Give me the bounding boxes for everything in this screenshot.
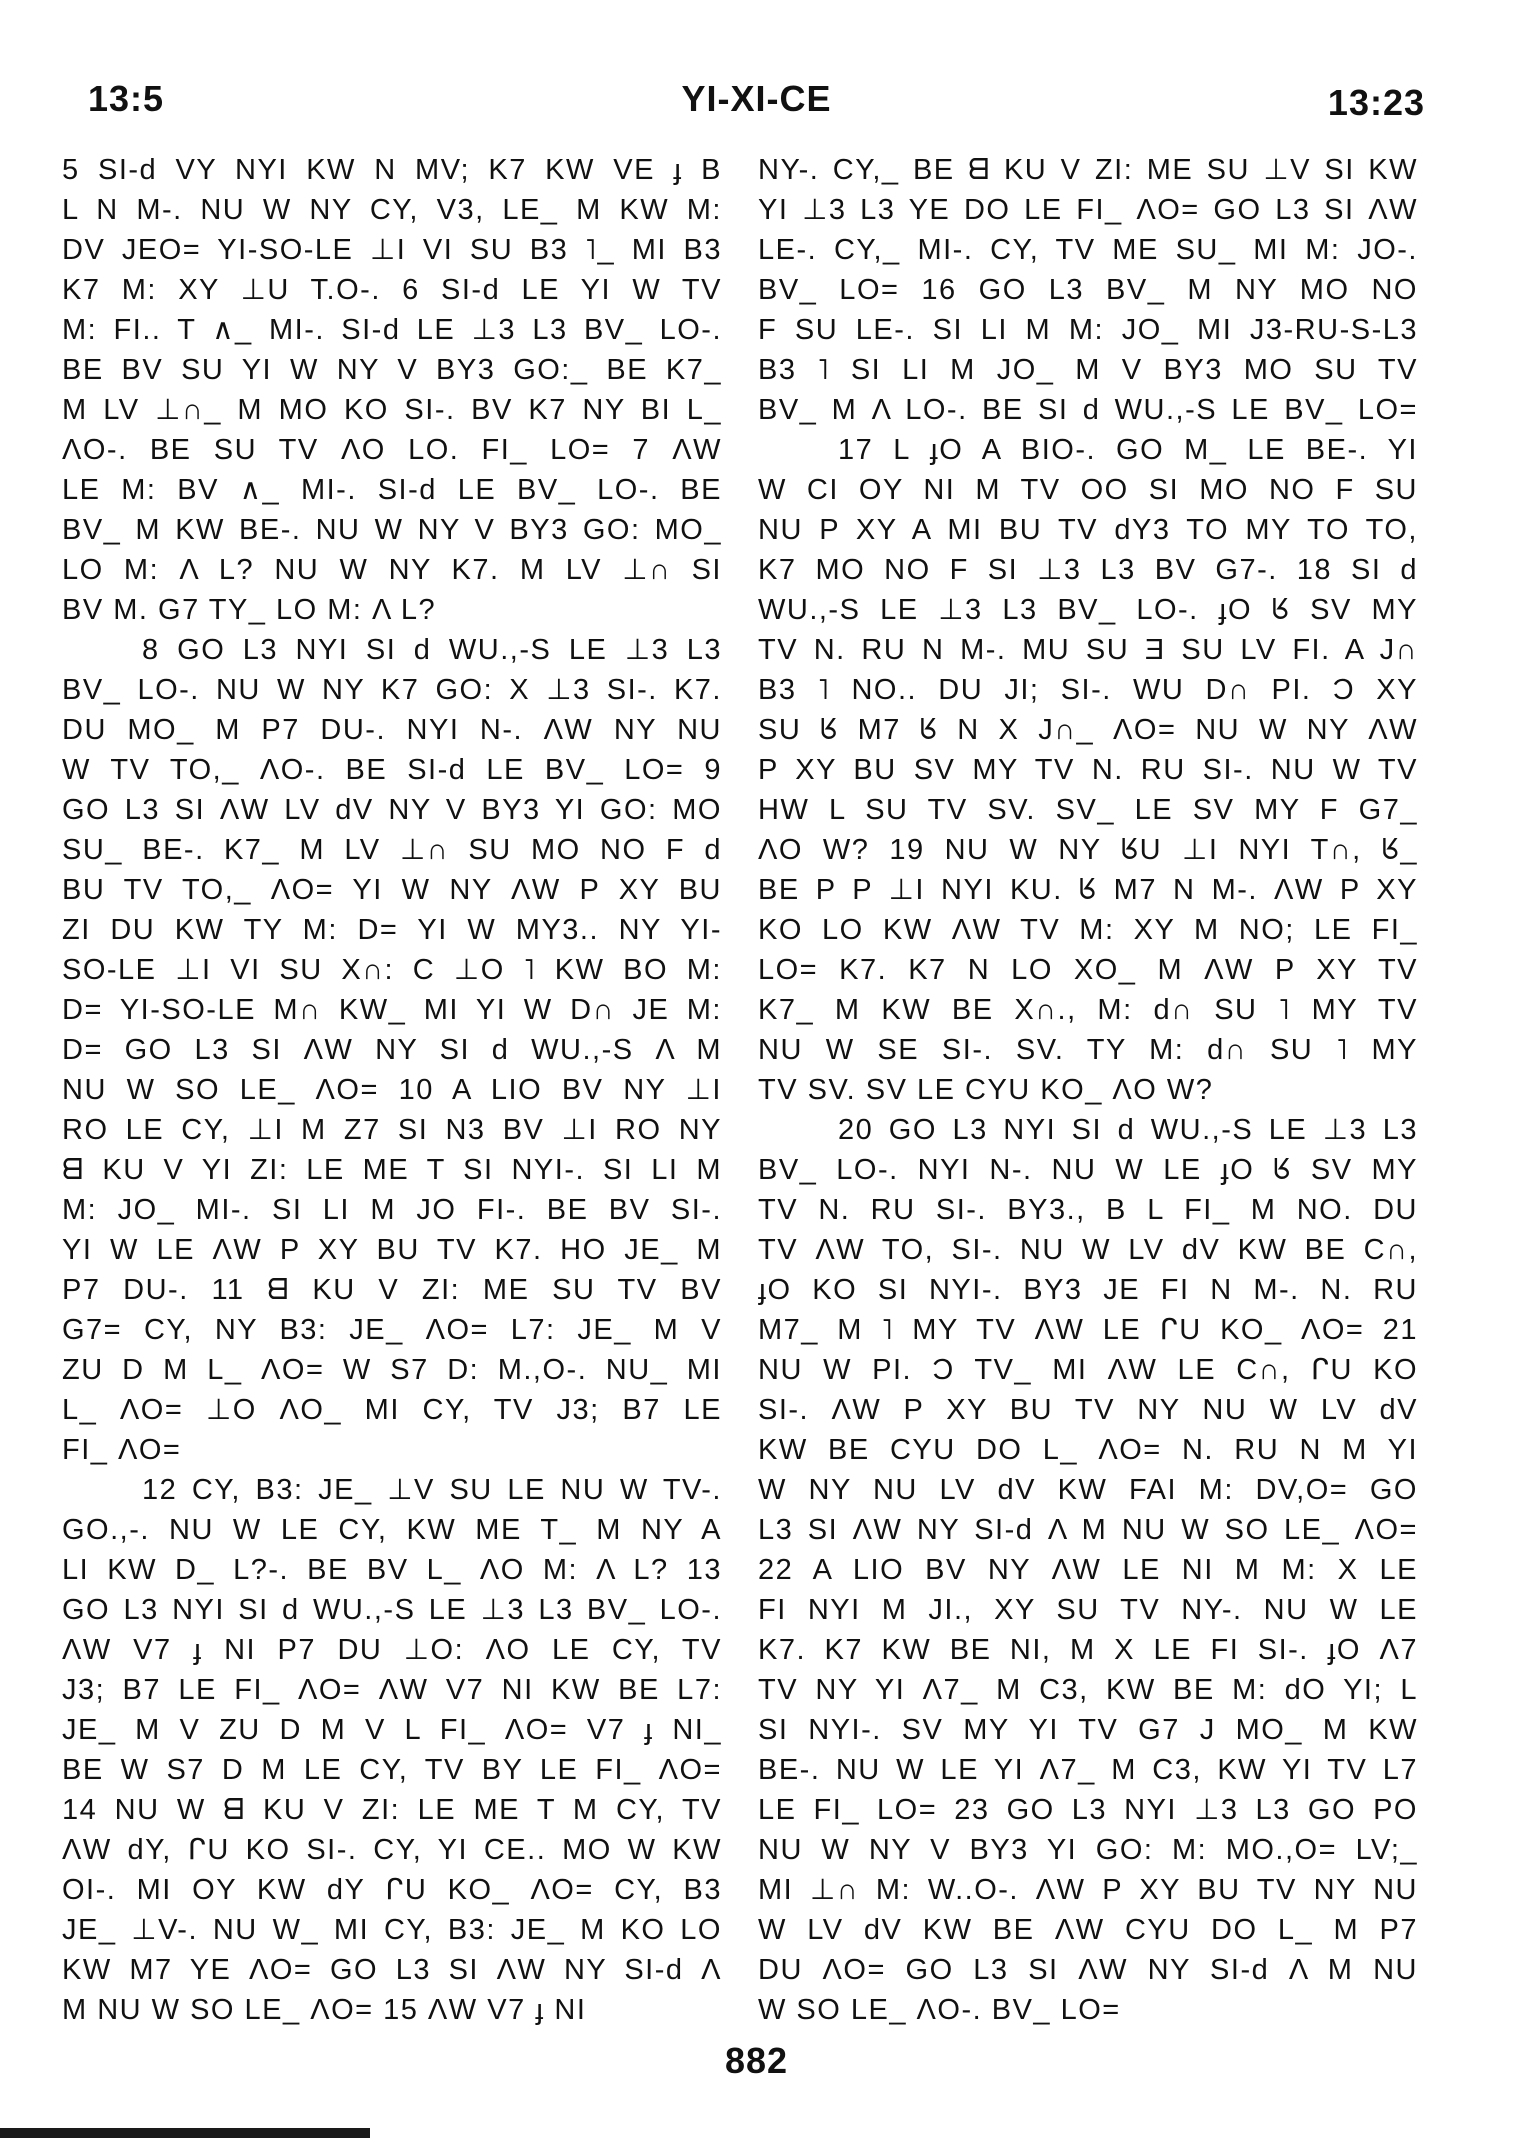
text-line: TV SV. SV LE CYU KO_ ΛO W? bbox=[758, 1074, 1214, 1106]
text-line: MI ⊥∩ M: W..O-. ΛW P XY BU TV NY NU bbox=[758, 1874, 1418, 1906]
text-line: WU.,-S LE ⊥3 L3 BV_ LO-. ɟO ᖉ SV MY bbox=[758, 594, 1418, 626]
text-line: LI KW D_ L?-. BE BV L_ ΛO M: Λ L? 13 bbox=[62, 1554, 722, 1586]
text-line: SU ᖉ M7 ᖉ N X J∩_ ΛO= NU W NY ΛW bbox=[758, 714, 1418, 746]
text-line: W TV TO,_ ΛO-. BE SI-d LE BV_ LO= 9 bbox=[62, 754, 722, 786]
text-line: BE-. NU W LE YI Λ7_ M C3, KW YI TV L7 bbox=[758, 1754, 1418, 1786]
text-line: P7 DU-. 11 ᗺ KU V ZI: ME SU TV BV bbox=[62, 1274, 722, 1306]
text-line: GO L3 SI ΛW LV dV NY V BY3 YI GO: MO bbox=[62, 794, 722, 826]
text-line: J3; B7 LE FI_ ΛO= ΛW V7 NI KW BE L7: bbox=[62, 1674, 722, 1706]
text-line: TV ΛW TO, SI-. NU W LV dV KW BE C∩, bbox=[758, 1234, 1418, 1266]
text-line: ΛO W? 19 NU W NY ᖉU ⊥I NYI T∩, ᖉ_ bbox=[758, 834, 1418, 866]
text-line: M7_ M ˥ MY TV ΛW LE ᒋU KO_ ΛO= 21 bbox=[758, 1314, 1418, 1346]
text-line: TV N. RU SI-. BY3., B L FI_ M NO. DU bbox=[758, 1194, 1418, 1226]
text-line: LO= K7. K7 N LO XO_ M ΛW P XY TV bbox=[758, 954, 1418, 986]
chapter-verse-end: 13:23 bbox=[1327, 82, 1425, 123]
text-line: NY-. CY,_ BE ᗺ KU V ZI: ME SU ⊥V SI KW bbox=[758, 154, 1418, 186]
text-line: KW BE CYU DO L_ ΛO= N. RU N M YI bbox=[758, 1434, 1418, 1466]
text-line: TV N. RU N M-. MU SU Ǝ SU LV FI. A J∩ bbox=[758, 634, 1418, 666]
text-line: BE P P ⊥I NYI KU. ᖉ M7 N M-. ΛW P XY bbox=[758, 874, 1418, 906]
text-line: YI ⊥3 L3 YE DO LE FI_ ΛO= GO L3 SI ΛW bbox=[758, 194, 1418, 226]
text-line: ΛW V7 ɟ NI P7 DU ⊥O: ΛO LE CY, TV bbox=[62, 1634, 722, 1666]
text-line: HW L SU TV SV. SV_ LE SV MY F G7_ bbox=[758, 794, 1418, 826]
book-title: YI-XI-CE bbox=[681, 78, 832, 119]
text-line: 8 GO L3 NYI SI d WU.,-S LE ⊥3 L3 bbox=[142, 634, 722, 666]
text-line: YI W LE ΛW P XY BU TV K7. HO JE_ M bbox=[62, 1234, 722, 1266]
text-line: L3 SI ΛW NY SI-d Λ M NU W SO LE_ ΛO= bbox=[758, 1514, 1418, 1546]
scan-edge-bar bbox=[0, 2128, 370, 2138]
text-line: D= YI-SO-LE M∩ KW_ MI YI W D∩ JE M: bbox=[62, 994, 722, 1026]
text-line: G7= CY, NY B3: JE_ ΛO= L7: JE_ M V bbox=[62, 1314, 722, 1346]
text-line: SU_ BE-. K7_ M LV ⊥∩ SU MO NO F d bbox=[62, 834, 722, 866]
left-text-column bbox=[62, 150, 722, 2030]
text-line: TV NY YI Λ7_ M C3, KW BE M: dO YI; L bbox=[758, 1674, 1418, 1706]
text-line: M: FI.. T ∧_ MI-. SI-d LE ⊥3 L3 BV_ LO-. bbox=[62, 314, 722, 346]
text-line: DV JEO= YI-SO-LE ⊥I VI SU B3 ˥_ MI B3 bbox=[62, 234, 722, 266]
text-line: BU TV TO,_ ΛO= YI W NY ΛW P XY BU bbox=[62, 874, 722, 906]
chapter-verse-start: 13:5 bbox=[88, 78, 165, 119]
text-line: BV_ M Λ LO-. BE SI d WU.,-S LE BV_ LO= bbox=[758, 394, 1418, 426]
text-line: M LV ⊥∩_ M MO KO SI-. BV K7 NY BI L_ bbox=[62, 394, 722, 426]
text-line: 17 L ɟO A BIO-. GO M_ LE BE-. YI bbox=[838, 434, 1418, 466]
text-line: NU P XY A MI BU TV dY3 TO MY TO TO, bbox=[758, 514, 1418, 546]
text-line: ɟO KO SI NYI-. BY3 JE FI N M-. N. RU bbox=[758, 1274, 1418, 1306]
text-line: FI_ ΛO= bbox=[62, 1434, 182, 1466]
text-line: SI NYI-. SV MY YI TV G7 J MO_ M KW bbox=[758, 1714, 1418, 1746]
text-line: LE-. CY,_ MI-. CY, TV ME SU_ MI M: JO-. bbox=[758, 234, 1418, 266]
text-line: F SU LE-. SI LI M M: JO_ MI J3-RU-S-L3 bbox=[758, 314, 1418, 346]
text-line: K7. K7 KW BE NI, M X LE FI SI-. ɟO Λ7 bbox=[758, 1634, 1418, 1666]
text-line: OI-. MI OY KW dY ᒋU KO_ ΛO= CY, B3 bbox=[62, 1874, 722, 1906]
text-line: B3 ˥ NO.. DU JI; SI-. WU D∩ PI. Ɔ XY bbox=[758, 674, 1418, 706]
text-line: LE M: BV ∧_ MI-. SI-d LE BV_ LO-. BE bbox=[62, 474, 722, 506]
text-line: K7 MO NO F SI ⊥3 L3 BV G7-. 18 SI d bbox=[758, 554, 1418, 586]
text-line: ΛO-. BE SU TV ΛO LO. FI_ LO= 7 ΛW bbox=[62, 434, 722, 466]
text-line: NU W PI. Ɔ TV_ MI ΛW LE C∩, ᒋU KO bbox=[758, 1354, 1418, 1386]
text-line: BV_ LO-. NU W NY K7 GO: X ⊥3 SI-. K7. bbox=[62, 674, 722, 706]
page-header bbox=[0, 78, 1513, 128]
right-text-column bbox=[758, 150, 1418, 2030]
text-line: K7 M: XY ⊥U T.O-. 6 SI-d LE YI W TV bbox=[62, 274, 722, 306]
text-line: BV_ LO= 16 GO L3 BV_ M NY MO NO bbox=[758, 274, 1418, 306]
text-line: D= GO L3 SI ΛW NY SI d WU.,-S Λ M bbox=[62, 1034, 722, 1066]
text-line: BV_ LO-. NYI N-. NU W LE ɟO ᖉ SV MY bbox=[758, 1154, 1418, 1186]
text-line: 14 NU W ᗺ KU V ZI: LE ME T M CY, TV bbox=[62, 1794, 722, 1826]
text-line: NU W SE SI-. SV. TY M: d∩ SU ˥ MY bbox=[758, 1034, 1418, 1066]
text-line: ZU D M L_ ΛO= W S7 D: M.,O-. NU_ MI bbox=[62, 1354, 722, 1386]
text-line: LO M: Λ L? NU W NY K7. M LV ⊥∩ SI bbox=[62, 554, 722, 586]
text-line: W CI OY NI M TV OO SI MO NO F SU bbox=[758, 474, 1418, 506]
text-line: DU MO_ M P7 DU-. NYI N-. ΛW NY NU bbox=[62, 714, 722, 746]
text-line: 22 A LIO BV NY ΛW LE NI M M: X LE bbox=[758, 1554, 1418, 1586]
text-line: BV_ M KW BE-. NU W NY V BY3 GO: MO_ bbox=[62, 514, 722, 546]
text-line: M NU W SO LE_ ΛO= 15 ΛW V7 ɟ NI bbox=[62, 1994, 587, 2026]
text-line: KW M7 YE ΛO= GO L3 SI ΛW NY SI-d Λ bbox=[62, 1954, 722, 1986]
text-line: ᗺ KU V YI ZI: LE ME T SI NYI-. SI LI M bbox=[62, 1154, 722, 1186]
page-number: 882 bbox=[724, 2040, 789, 2081]
text-line: GO.,-. NU W LE CY, KW ME T_ M NY A bbox=[62, 1514, 722, 1546]
text-line: ΛW dY, ᒋU KO SI-. CY, YI CE.. MO W KW bbox=[62, 1834, 722, 1866]
text-line: SO-LE ⊥I VI SU X∩: C ⊥O ˥ KW BO M: bbox=[62, 954, 722, 986]
text-line: 12 CY, B3: JE_ ⊥V SU LE NU W TV-. bbox=[142, 1474, 722, 1506]
text-line: FI NYI M JI., XY SU TV NY-. NU W LE bbox=[758, 1594, 1418, 1626]
text-line: RO LE CY, ⊥I M Z7 SI N3 BV ⊥I RO NY bbox=[62, 1114, 722, 1146]
text-line: LE FI_ LO= 23 GO L3 NYI ⊥3 L3 GO PO bbox=[758, 1794, 1418, 1826]
text-line: W SO LE_ ΛO-. BV_ LO= bbox=[758, 1994, 1121, 2026]
text-line: BE W S7 D M LE CY, TV BY LE FI_ ΛO= bbox=[62, 1754, 722, 1786]
text-line: 20 GO L3 NYI SI d WU.,-S LE ⊥3 L3 bbox=[838, 1114, 1418, 1146]
text-line: M: JO_ MI-. SI LI M JO FI-. BE BV SI-. bbox=[62, 1194, 722, 1226]
text-line: ZI DU KW TY M: D= YI W MY3.. NY YI- bbox=[62, 914, 722, 946]
text-line: DU ΛO= GO L3 SI ΛW NY SI-d Λ M NU bbox=[758, 1954, 1418, 1986]
text-line: L N M-. NU W NY CY, V3, LE_ M KW M: bbox=[62, 194, 722, 226]
text-line: B3 ˥ SI LI M JO_ M V BY3 MO SU TV bbox=[758, 354, 1418, 386]
text-line: K7_ M KW BE X∩., M: d∩ SU ˥ MY TV bbox=[758, 994, 1418, 1026]
text-line: JE_ ⊥V-. NU W_ MI CY, B3: JE_ M KO LO bbox=[62, 1914, 722, 1946]
text-line: NU W SO LE_ ΛO= 10 A LIO BV NY ⊥I bbox=[62, 1074, 722, 1106]
text-line: BV M. G7 TY_ LO M: Λ L? bbox=[62, 594, 437, 626]
text-line: BE BV SU YI W NY V BY3 GO:_ BE K7_ bbox=[62, 354, 722, 386]
text-line: GO L3 NYI SI d WU.,-S LE ⊥3 L3 BV_ LO-. bbox=[62, 1594, 722, 1626]
text-line: KO LO KW ΛW TV M: XY M NO; LE FI_ bbox=[758, 914, 1418, 946]
text-line: W NY NU LV dV KW FAI M: DV,O= GO bbox=[758, 1474, 1418, 1506]
text-line: L_ ΛO= ⊥O ΛO_ MI CY, TV J3; B7 LE bbox=[62, 1394, 722, 1426]
text-line: P XY BU SV MY TV N. RU SI-. NU W TV bbox=[758, 754, 1418, 786]
text-line: 5 SI-d VY NYI KW N MV; K7 KW VE ɟ B bbox=[62, 154, 722, 186]
text-line: JE_ M V ZU D M V L FI_ ΛO= V7 ɟ NI_ bbox=[62, 1714, 722, 1746]
text-line: SI-. ΛW P XY BU TV NY NU W LV dV bbox=[758, 1394, 1418, 1426]
text-line: NU W NY V BY3 YI GO: M: MO.,O= LV;_ bbox=[758, 1834, 1418, 1866]
text-line: W LV dV KW BE ΛW CYU DO L_ M P7 bbox=[758, 1914, 1418, 1946]
